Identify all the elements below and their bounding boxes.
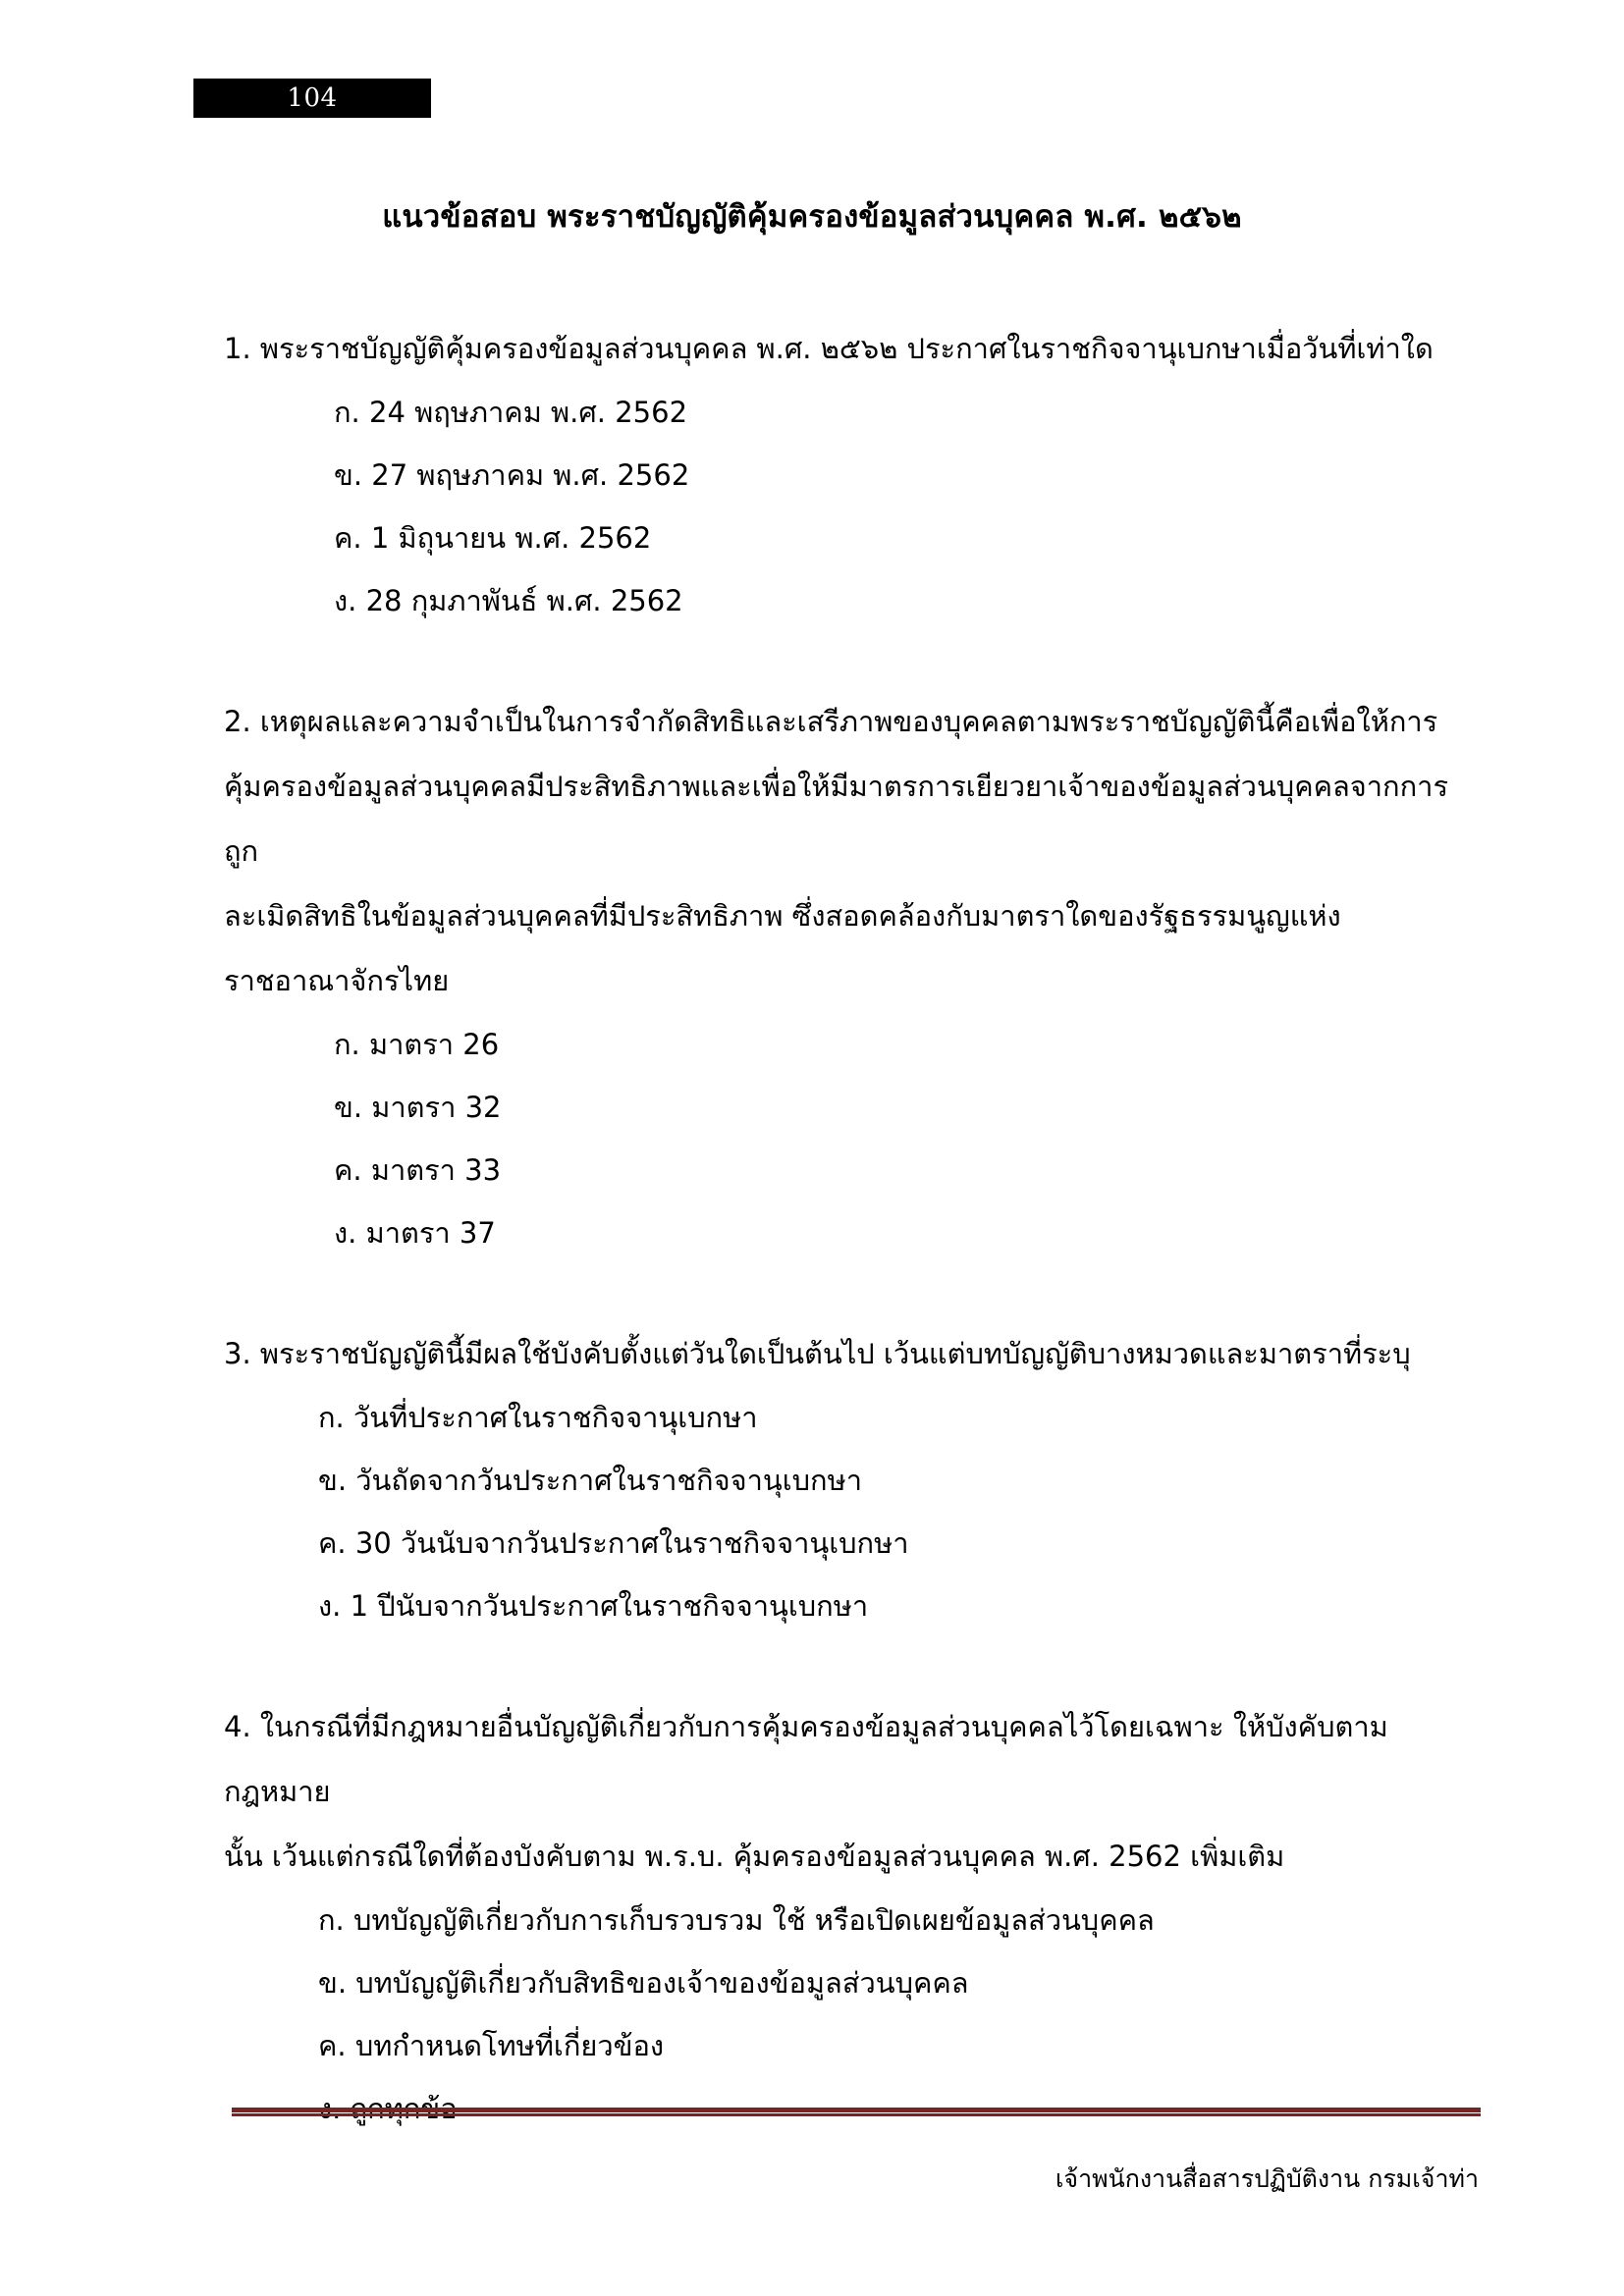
option-item[interactable]: ก. วันที่ประกาศในราชกิจจานุเบกษา <box>318 1401 758 1434</box>
options-list <box>224 1013 1481 1264</box>
question-spacer <box>224 1637 1481 1694</box>
question-stem-line: 4. ในกรณีที่มีกฎหมายอื่นบัญญัติเกี่ยวกับการคุ้มครองข้อมูลส่วนบุคคลไว้โดยเฉพาะ ให้บังคับตามกฎหมาย <box>224 1710 1388 1808</box>
question-stem-line: 1. พระราชบัญญัติคุ้มครองข้อมูลส่วนบุคคล พ.ศ. ๒๕๖๒ ประกาศในราชกิจจานุเบกษาเมื่อวันที่เท่าใด <box>224 332 1434 365</box>
question-stem-line: นั้น เว้นแต่กรณีใดที่ต้องบังคับตาม พ.ร.บ. คุ้มครองข้อมูลส่วนบุคคล พ.ศ. 2562 เพิ่มเติม <box>224 1840 1285 1873</box>
option-item[interactable]: ค. มาตรา 33 <box>334 1153 502 1187</box>
question-block <box>224 1321 1481 1637</box>
page-title: แนวข้อสอบ พระราชบัญญัติคุ้มครองข้อมูลส่วนบุคคล พ.ศ. ๒๕๖๒ <box>382 199 1242 235</box>
page-number-bar <box>193 79 431 118</box>
question-stem-line: 3. พระราชบัญญัตินี้มีผลใช้บังคับตั้งแต่วันใดเป็นต้นไป เว้นแต่บทบัญญัติบางหมวดและมาตราที่ระบุ <box>224 1337 1411 1370</box>
option-item[interactable]: ข. 27 พฤษภาคม พ.ศ. 2562 <box>334 458 690 492</box>
options-list <box>224 381 1481 632</box>
option-item[interactable]: ค. บทกำหนดโทษที่เกี่ยวข้อง <box>318 2029 665 2062</box>
question-spacer <box>224 632 1481 689</box>
question-stem-line: คุ้มครองข้อมูลส่วนบุคคลมีประสิทธิภาพและเพื่อให้มีมาตรการเยียวยาเจ้าของข้อมูลส่วนบุคคลจากการถูก <box>224 770 1449 868</box>
option-item[interactable]: ค. 1 มิถุนายน พ.ศ. 2562 <box>334 521 652 555</box>
option-item[interactable]: ง. ถูกทุกข้อ <box>318 2092 458 2125</box>
footer-text: เจ้าพนักงานสื่อสารปฏิบัติงาน กรมเจ้าท่า <box>1055 2164 1479 2193</box>
option-item[interactable]: ก. มาตรา 26 <box>334 1028 500 1061</box>
question-spacer <box>224 1264 1481 1321</box>
option-item[interactable]: ง. 28 กุมภาพันธ์ พ.ศ. 2562 <box>334 584 683 617</box>
option-item[interactable]: ก. บทบัญญัติเกี่ยวกับการเก็บรวบรวม ใช้ หรือเปิดเผยข้อมูลส่วนบุคคล <box>318 1903 1155 1937</box>
question-stem-line: ราชอาณาจักรไทย <box>224 964 450 997</box>
option-item[interactable]: ง. มาตรา 37 <box>334 1216 496 1250</box>
questions-container <box>224 316 1481 2140</box>
option-item[interactable]: ก. 24 พฤษภาคม พ.ศ. 2562 <box>334 396 688 429</box>
option-item[interactable]: ข. มาตรา 32 <box>334 1091 502 1124</box>
option-item[interactable]: ข. วันถัดจากวันประกาศในราชกิจจานุเบกษา <box>318 1464 862 1497</box>
question-stem-line: 2. เหตุผลและความจำเป็นในการจำกัดสิทธิและเสรีภาพของบุคคลตามพระราชบัญญัตินี้คือเพื่อให้การ <box>224 705 1438 738</box>
option-item[interactable]: ง. 1 ปีนับจากวันประกาศในราชกิจจานุเบกษา <box>318 1589 869 1623</box>
options-list <box>224 1386 1481 1637</box>
option-item[interactable]: ข. บทบัญญัติเกี่ยวกับสิทธิของเจ้าของข้อมูลส่วนบุคคล <box>318 1966 969 2000</box>
option-item[interactable]: ค. 30 วันนับจากวันประกาศในราชกิจจานุเบกษา <box>318 1526 909 1560</box>
options-list <box>224 1889 1481 2140</box>
question-block <box>224 316 1481 632</box>
page-number: 104 <box>287 83 338 113</box>
question-block <box>224 689 1481 1264</box>
footer-divider <box>232 2108 1481 2116</box>
question-stem-line: ละเมิดสิทธิในข้อมูลส่วนบุคคลที่มีประสิทธิภาพ ซึ่งสอดคล้องกับมาตราใดของรัฐธรรมนูญแห่ง <box>224 899 1341 933</box>
question-block <box>224 1694 1481 2140</box>
